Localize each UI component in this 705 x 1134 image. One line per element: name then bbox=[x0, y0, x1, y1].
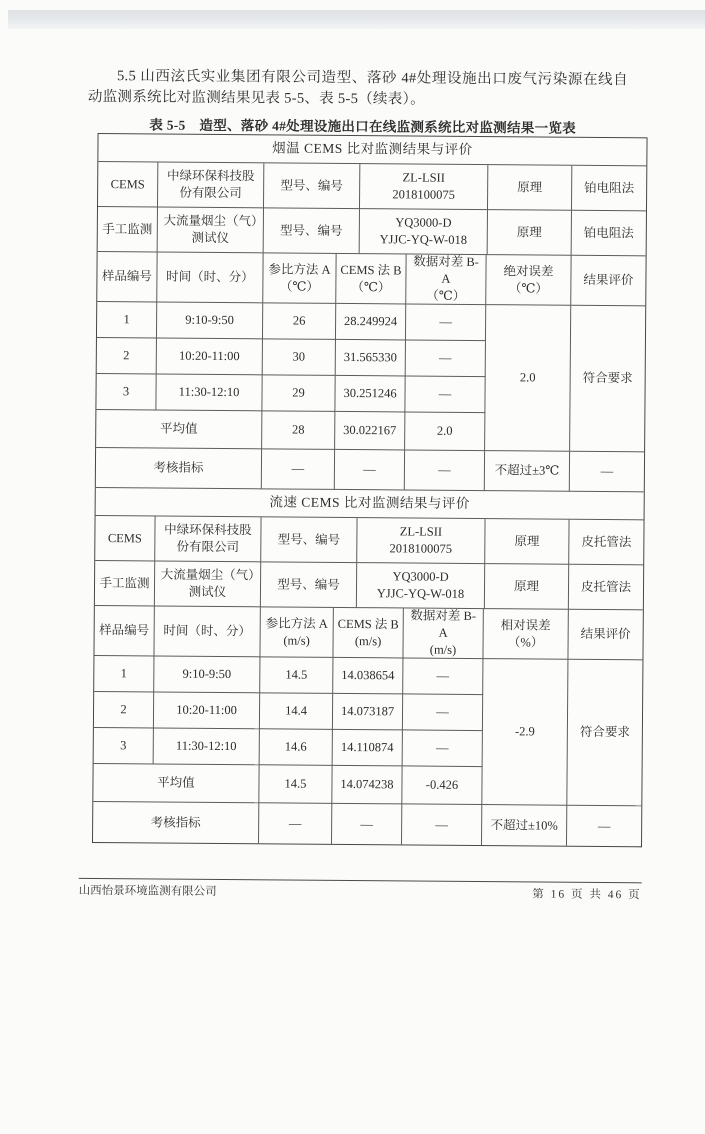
average-b-cell: 30.022167 bbox=[335, 412, 405, 451]
diff-cell: — bbox=[403, 730, 483, 767]
result-merged-cell: 符合要求 bbox=[567, 660, 642, 807]
serial-number: YJJC-YQ-W-018 bbox=[379, 232, 468, 247]
assessment-b-cell: — bbox=[335, 450, 405, 491]
model-number: YQ3000-D bbox=[392, 569, 449, 584]
column-unit: (m/s) bbox=[354, 633, 382, 648]
page-footer bbox=[79, 878, 642, 902]
assessment-limit-cell: 不超过±10% bbox=[482, 805, 567, 846]
sample-id-cell: 2 bbox=[94, 692, 154, 728]
column-header bbox=[486, 255, 571, 306]
principle-value-cell: 皮托管法 bbox=[569, 520, 643, 566]
table-row bbox=[94, 692, 483, 731]
column-header bbox=[333, 608, 403, 659]
principle-label-cell: 原理 bbox=[485, 519, 569, 565]
equipment-row-manual bbox=[98, 207, 646, 256]
column-header bbox=[406, 254, 486, 305]
average-diff-cell: -0.426 bbox=[402, 766, 482, 805]
column-unit: (m/s) bbox=[429, 642, 457, 657]
spec-value-cell bbox=[357, 518, 485, 564]
column-label: 相对误差 bbox=[500, 617, 551, 633]
result-merged-cell: 符合要求 bbox=[570, 306, 645, 453]
assessment-label-cell: 考核指标 bbox=[96, 448, 262, 489]
serial-number: 2018100075 bbox=[392, 187, 455, 202]
assessment-a-cell: — bbox=[262, 449, 335, 490]
error-merged-cell: -2.9 bbox=[482, 659, 568, 806]
column-unit: （℃） bbox=[508, 280, 548, 296]
section-header-row bbox=[98, 134, 646, 166]
spec-label-cell: 型号、编号 bbox=[264, 208, 360, 254]
sample-id-cell: 1 bbox=[97, 302, 157, 338]
column-label: 绝对误差 bbox=[503, 263, 554, 279]
average-b-cell: 14.074238 bbox=[332, 766, 402, 805]
average-a-cell: 28 bbox=[262, 411, 335, 450]
column-header: 时间（时、分） bbox=[157, 252, 263, 303]
assessment-a-cell: — bbox=[259, 803, 332, 844]
assessment-result-cell: — bbox=[597, 818, 611, 833]
diff-cell: — bbox=[406, 340, 486, 377]
assessment-result-cell: — bbox=[570, 452, 644, 493]
average-row bbox=[96, 410, 485, 451]
table-row bbox=[94, 728, 483, 767]
spec-label-cell: 型号、编号 bbox=[264, 163, 360, 209]
principle-label-cell: 原理 bbox=[488, 210, 572, 256]
section-title: 流速 CEMS 比对监测结果与评价 bbox=[96, 488, 644, 520]
principle-label-cell: 原理 bbox=[485, 564, 569, 610]
footer-company: 山西怡景环境监测有限公司 bbox=[78, 884, 217, 898]
data-block bbox=[96, 302, 645, 452]
column-unit: （℃） bbox=[279, 278, 319, 294]
model-number: YQ3000-D bbox=[395, 215, 452, 230]
diff-cell: — bbox=[405, 376, 485, 413]
diff-cell: — bbox=[406, 304, 486, 341]
equipment-type-cell: 手工监测 bbox=[95, 561, 155, 606]
column-unit: （%） bbox=[507, 634, 544, 650]
column-label: 参比方法 A bbox=[265, 615, 328, 631]
time-cell: 11:30-12:10 bbox=[154, 728, 260, 765]
vendor-cell: 大流量烟尘（气）测试仪 bbox=[155, 561, 261, 607]
cems-b-cell: 14.038654 bbox=[333, 658, 403, 695]
column-header: 样品编号 bbox=[97, 252, 157, 302]
serial-number: 2018100075 bbox=[389, 541, 453, 556]
method-a-cell: 29 bbox=[262, 375, 335, 412]
assessment-diff-cell: — bbox=[402, 804, 482, 845]
equipment-type-cell: CEMS bbox=[98, 162, 158, 207]
assessment-limit-cell: 不超过±3℃ bbox=[485, 451, 570, 492]
column-header bbox=[260, 607, 333, 658]
page-number: 第 16 页 共 46 页 bbox=[532, 888, 642, 902]
average-label-cell: 平均值 bbox=[93, 764, 259, 803]
principle-value-cell: 铂电阻法 bbox=[572, 211, 646, 257]
method-a-cell: 14.5 bbox=[260, 657, 333, 694]
cems-b-cell: 14.073187 bbox=[333, 694, 403, 731]
equipment-row-cems bbox=[95, 516, 643, 565]
table-row bbox=[97, 338, 486, 377]
sample-id-cell: 3 bbox=[96, 374, 156, 410]
sample-id-cell: 1 bbox=[94, 656, 154, 692]
average-diff-cell: 2.0 bbox=[405, 412, 485, 451]
serial-number: YJJC-YQ-W-018 bbox=[376, 586, 465, 601]
model-number: ZL-LSII bbox=[402, 170, 445, 185]
column-label: 参比方法 A bbox=[268, 261, 331, 277]
table-row bbox=[97, 302, 486, 341]
equipment-type-cell: 手工监测 bbox=[98, 207, 158, 252]
principle-label-cell: 原理 bbox=[488, 165, 572, 211]
vendor-cell: 中绿环保科技股份有限公司 bbox=[158, 162, 264, 208]
comparison-table bbox=[92, 133, 648, 847]
cems-b-cell: 14.110874 bbox=[333, 730, 403, 767]
column-unit: （℃） bbox=[351, 279, 391, 294]
column-header bbox=[403, 608, 483, 659]
column-label: 数据对差 B-A bbox=[410, 608, 477, 640]
spec-value-cell bbox=[360, 164, 488, 210]
table-caption: 表 5-5 造型、落砂 4#处理设施出口在线监测系统比对监测结果一览表 bbox=[149, 117, 577, 136]
vendor-cell: 中绿环保科技股份有限公司 bbox=[155, 516, 261, 562]
data-block bbox=[93, 656, 642, 806]
column-header: 结果评价 bbox=[568, 610, 642, 661]
column-header-row bbox=[94, 606, 642, 660]
time-cell: 10:20-11:00 bbox=[157, 338, 263, 375]
column-header bbox=[263, 253, 336, 304]
method-a-cell: 26 bbox=[263, 303, 336, 340]
column-unit: (m/s) bbox=[283, 632, 310, 648]
column-header bbox=[483, 609, 568, 660]
time-cell: 11:30-12:10 bbox=[156, 374, 262, 411]
model-number: ZL-LSII bbox=[399, 524, 443, 539]
spec-label-cell: 型号、编号 bbox=[261, 562, 357, 608]
equipment-type-cell: CEMS bbox=[95, 516, 155, 561]
average-row bbox=[93, 764, 482, 805]
assessment-label-cell: 考核指标 bbox=[93, 802, 259, 843]
section-title: 烟温 CEMS 比对监测结果与评价 bbox=[98, 134, 646, 166]
average-a-cell: 14.5 bbox=[259, 765, 332, 804]
column-header-row bbox=[97, 252, 645, 306]
assessment-b-cell: — bbox=[332, 804, 402, 845]
principle-value-cell: 皮托管法 bbox=[569, 565, 643, 611]
column-header: 样品编号 bbox=[94, 606, 154, 656]
spec-value-cell bbox=[360, 209, 488, 255]
assessment-row bbox=[96, 448, 644, 492]
error-merged-cell: 2.0 bbox=[485, 305, 571, 452]
diff-cell: — bbox=[403, 658, 483, 695]
average-label-cell: 平均值 bbox=[96, 410, 262, 449]
vendor-cell: 大流量烟尘（气）测试仪 bbox=[158, 207, 264, 253]
spec-value-cell bbox=[357, 563, 485, 609]
column-label: CEMS 法 B bbox=[340, 262, 402, 278]
column-unit: （℃） bbox=[426, 288, 466, 303]
equipment-row-manual bbox=[95, 561, 643, 610]
equipment-row-cems bbox=[98, 162, 646, 211]
method-a-cell: 14.4 bbox=[260, 693, 333, 730]
assessment-diff-cell: — bbox=[405, 450, 485, 491]
sample-id-cell: 3 bbox=[94, 728, 154, 764]
cems-b-cell: 28.249924 bbox=[336, 304, 406, 341]
cems-b-cell: 31.565330 bbox=[336, 340, 406, 377]
table-row bbox=[94, 656, 483, 695]
column-label: 数据对差 B-A bbox=[413, 254, 479, 286]
table-row bbox=[96, 374, 485, 413]
diff-cell: — bbox=[403, 694, 483, 731]
method-a-cell: 30 bbox=[263, 339, 336, 376]
column-header: 结果评价 bbox=[571, 256, 645, 307]
intro-paragraph: 5.5 山西泫氏实业集团有限公司造型、落砂 4#处理设施出口废气污染源在线自动监测系统比对监测结果见表 5-5、表 5-5（续表）。 bbox=[87, 68, 629, 108]
method-a-cell: 14.6 bbox=[260, 729, 333, 766]
sample-id-cell: 2 bbox=[97, 338, 157, 374]
data-rows bbox=[96, 302, 486, 451]
principle-value-cell: 铂电阻法 bbox=[572, 166, 646, 212]
data-rows bbox=[93, 656, 483, 805]
time-cell: 9:10-9:50 bbox=[157, 302, 263, 339]
time-cell: 10:20-11:00 bbox=[154, 692, 260, 729]
column-header: 时间（时、分） bbox=[154, 606, 260, 657]
assessment-row bbox=[93, 802, 641, 846]
time-cell: 9:10-9:50 bbox=[154, 656, 260, 693]
column-header bbox=[336, 254, 406, 305]
cems-b-cell: 30.251246 bbox=[335, 376, 405, 413]
spec-label-cell: 型号、编号 bbox=[261, 517, 357, 563]
column-label: CEMS 法 B bbox=[337, 616, 399, 632]
section-header-row bbox=[96, 488, 644, 520]
